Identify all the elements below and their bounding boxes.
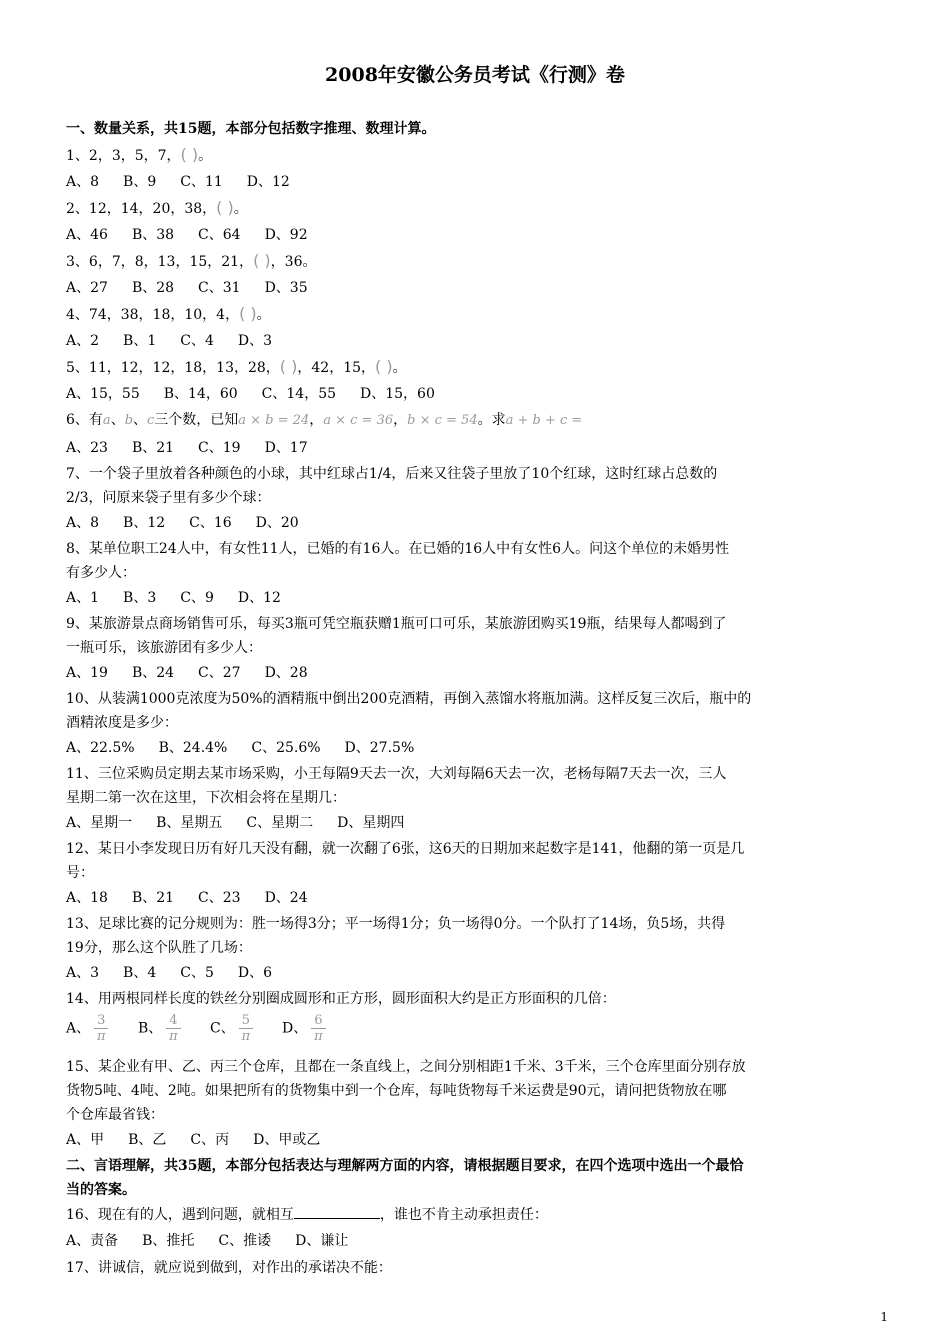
option-b: B、38 (131, 227, 175, 243)
answer-parentheses: ( ) (279, 357, 298, 376)
option-a: A、22.5% (66, 740, 135, 756)
fraction: $\frac{3}{\pi}$ (94, 1013, 108, 1044)
option-b: B、9 (123, 174, 157, 190)
option-d: D、24 (264, 890, 308, 906)
question-9-line-2: 一瓶可乐，该旅游团有多少人： (66, 640, 262, 656)
options-14 (66, 1013, 896, 1044)
options-8 (66, 586, 896, 610)
question-7-line-1: 7、一个袋子里放着各种颜色的小球，其中红球占1/4，后来又往袋子里放了10个红球，这时红球占总数的 (66, 466, 718, 482)
option-a: A、1 (66, 590, 100, 606)
answer-parentheses: ( ) (180, 145, 199, 164)
question-9-line-1: 9、某旅游景点商场销售可乐，每买3瓶可凭空瓶获赠1瓶可口可乐，某旅游团购买19瓶，结果每人都喝到了 (66, 616, 727, 632)
options-13 (66, 961, 896, 985)
answer-parentheses: ( ) (216, 198, 234, 217)
math-expression: a × b = 24 (238, 413, 310, 428)
option-d: D、星期四 (337, 815, 405, 831)
option-a: A、 $\frac{3}{\pi}$ (66, 1013, 138, 1044)
question-12-line-1: 12、某日小李发现日历有好几天没有翻，就一次翻了6张，这6天的日期加来起数字是141，他翻的第一页是几 (66, 841, 745, 857)
option-c: C、11 (180, 174, 223, 190)
option-a: A、18 (66, 890, 108, 906)
option-c: C、25.6% (251, 740, 321, 756)
option-c: C、9 (180, 590, 214, 606)
math-expression: b × c = 54 (407, 413, 478, 428)
question-1: 1、2，3，5，7，( )。 (66, 145, 213, 164)
option-a: A、3 (66, 965, 100, 981)
math-expression: a + b + c = (505, 413, 583, 428)
question-17: 17、讲诚信，就应说到做到，对作出的承诺决不能： (66, 1260, 392, 1276)
option-b: B、28 (131, 280, 175, 296)
option-c: C、4 (180, 333, 214, 349)
question-7-line-2: 2/3，问原来袋子里有多少个球： (66, 490, 271, 506)
options-12 (66, 886, 896, 910)
question-5: 5、11，12，12，18，13，28，( )，42，15，( )。 (66, 357, 407, 376)
question-16: 16、现在有的人，遇到问题，就相互 ，谁也不肯主动承担责任： (66, 1203, 896, 1227)
option-d: D、15，60 (360, 386, 435, 402)
question-8-line-1: 8、某单位职工24人中，有女性11人，已婚的有16人。在已婚的16人中有女性6人。问这个单位的未婚男性 (66, 541, 730, 557)
answer-parentheses: ( ) (375, 357, 393, 376)
options-15 (66, 1128, 896, 1152)
option-d: D、甲或乙 (253, 1132, 321, 1148)
section-heading-2-line-1: 二、言语理解，共35题，本部分包括表达与理解两方面的内容，请根据题目要求，在四个选项中选出一个最恰 (66, 1158, 744, 1174)
options-11 (66, 811, 896, 835)
question-14: 14、用两根同样长度的铁丝分别圈成圆形和正方形，圆形面积大约是正方形面积的几倍： (66, 991, 616, 1007)
option-b: B、星期五 (156, 815, 223, 831)
question-6: 6、有a、b、c三个数，已知a × b = 24，a × c = 36，b × c = 54。求a + b + c = (66, 412, 583, 428)
question-11-line-2: 星期二第一次在这里，下次相会将在星期几： (66, 790, 346, 806)
options-10 (66, 736, 896, 760)
option-c: C、5 (180, 965, 214, 981)
option-a: A、19 (66, 665, 108, 681)
section-heading-2-line-2: 当的答案。 (66, 1182, 136, 1198)
options-6 (66, 436, 896, 460)
option-a: A、46 (66, 227, 108, 243)
option-a: A、8 (66, 174, 100, 190)
option-a: A、8 (66, 515, 100, 531)
option-b: B、21 (131, 440, 175, 456)
option-d: D、20 (255, 515, 299, 531)
question-15-line-3: 个仓库最省钱： (66, 1107, 164, 1123)
question-13-line-1: 13、足球比赛的记分规则为：胜一场得3分；平一场得1分；负一场得0分。一个队打了14场，负5场，共得 (66, 916, 726, 932)
option-d: D、12 (246, 174, 290, 190)
option-c: C、星期二 (246, 815, 314, 831)
question-10-line-1: 10、从装满1000克浓度为50%的酒精瓶中倒出200克酒精，再倒入蒸馏水将瓶加满。这样反复三次后，瓶中的 (66, 691, 752, 707)
options-7 (66, 511, 896, 535)
option-a: A、星期一 (66, 815, 133, 831)
section-heading-1: 一、数量关系，共15题，本部分包括数字推理、数理计算。 (66, 121, 436, 137)
question-13-line-2: 19分，那么这个队胜了几场： (66, 940, 252, 956)
option-a: A、27 (66, 280, 108, 296)
option-c: C、64 (198, 227, 241, 243)
option-b: B、24 (131, 665, 175, 681)
question-8-line-2: 有多少人： (66, 565, 136, 581)
answer-parentheses: ( ) (253, 251, 271, 270)
question-15-line-2: 货物5吨、4吨、2吨。如果把所有的货物集中到一个仓库，每吨货物每千米运费是90元，请问把货物放在哪 (66, 1083, 727, 1099)
option-b: B、乙 (128, 1132, 167, 1148)
question-12-line-2: 号： (66, 865, 94, 881)
question-10-line-2: 酒精浓度是多少： (66, 715, 178, 731)
option-d: D、6 (237, 965, 272, 981)
options-4 (66, 329, 896, 353)
option-d: D、 $\frac{6}{\pi}$ (282, 1013, 354, 1044)
question-11-line-1: 11、三位采购员定期去某市场采购，小王每隔9天去一次，大刘每隔6天去一次，老杨每隔7天去一次，三人 (66, 766, 727, 782)
option-b: B、24.4% (158, 740, 228, 756)
option-d: D、17 (264, 440, 308, 456)
math-var-a: a (102, 413, 111, 428)
option-d: D、28 (264, 665, 308, 681)
option-b: B、4 (123, 965, 157, 981)
option-b: B、 $\frac{4}{\pi}$ (138, 1013, 210, 1044)
option-b: B、1 (123, 333, 157, 349)
question-3: 3、6，7，8，13，15，21，( )，36。 (66, 251, 317, 270)
options-2 (66, 223, 896, 247)
option-c: C、14，55 (261, 386, 337, 402)
option-c: C、丙 (190, 1132, 230, 1148)
question-15-line-1: 15、某企业有甲、乙、丙三个仓库，且都在一条直线上，之间分别相距1千米、3千米，三个仓库里面分别存放 (66, 1059, 746, 1075)
math-var-c: c (147, 413, 155, 428)
page-title: 2008年安徽公务员考试《行测》卷 (325, 64, 625, 86)
options-9 (66, 661, 896, 685)
option-d: D、3 (237, 333, 272, 349)
option-b: B、12 (123, 515, 166, 531)
answer-parentheses: ( ) (239, 304, 257, 323)
fill-in-blank (294, 1204, 380, 1219)
option-d: D、12 (237, 590, 281, 606)
option-c: C、27 (198, 665, 241, 681)
option-c: C、推诿 (218, 1233, 272, 1249)
fraction: $\frac{6}{\pi}$ (311, 1013, 325, 1044)
question-2: 2、12，14，20，38，( )。 (66, 198, 248, 217)
option-a: A、15，55 (66, 386, 140, 402)
option-c: C、 $\frac{5}{\pi}$ (210, 1013, 282, 1044)
math-var-b: b (124, 413, 134, 428)
options-1 (66, 170, 896, 194)
option-b: B、14，60 (163, 386, 238, 402)
option-d: D、35 (264, 280, 308, 296)
page-number: 1 (880, 1310, 888, 1324)
fraction: $\frac{5}{\pi}$ (239, 1013, 253, 1044)
math-expression: a × c = 36 (323, 413, 394, 428)
option-a: A、2 (66, 333, 100, 349)
option-a: A、甲 (66, 1132, 105, 1148)
option-c: C、23 (198, 890, 241, 906)
option-d: D、92 (264, 227, 308, 243)
option-b: B、3 (123, 590, 157, 606)
option-a: A、23 (66, 440, 108, 456)
option-d: D、谦让 (295, 1233, 349, 1249)
options-5 (66, 382, 896, 406)
question-4: 4、74，38，18，10，4，( )。 (66, 304, 271, 323)
option-c: C、16 (189, 515, 232, 531)
option-c: C、31 (198, 280, 241, 296)
fraction: $\frac{4}{\pi}$ (166, 1013, 180, 1044)
options-16 (66, 1229, 896, 1253)
option-b: B、推托 (142, 1233, 195, 1249)
option-d: D、27.5% (344, 740, 415, 756)
option-c: C、19 (198, 440, 241, 456)
options-3 (66, 276, 896, 300)
option-a: A、责备 (66, 1233, 119, 1249)
option-b: B、21 (131, 890, 175, 906)
